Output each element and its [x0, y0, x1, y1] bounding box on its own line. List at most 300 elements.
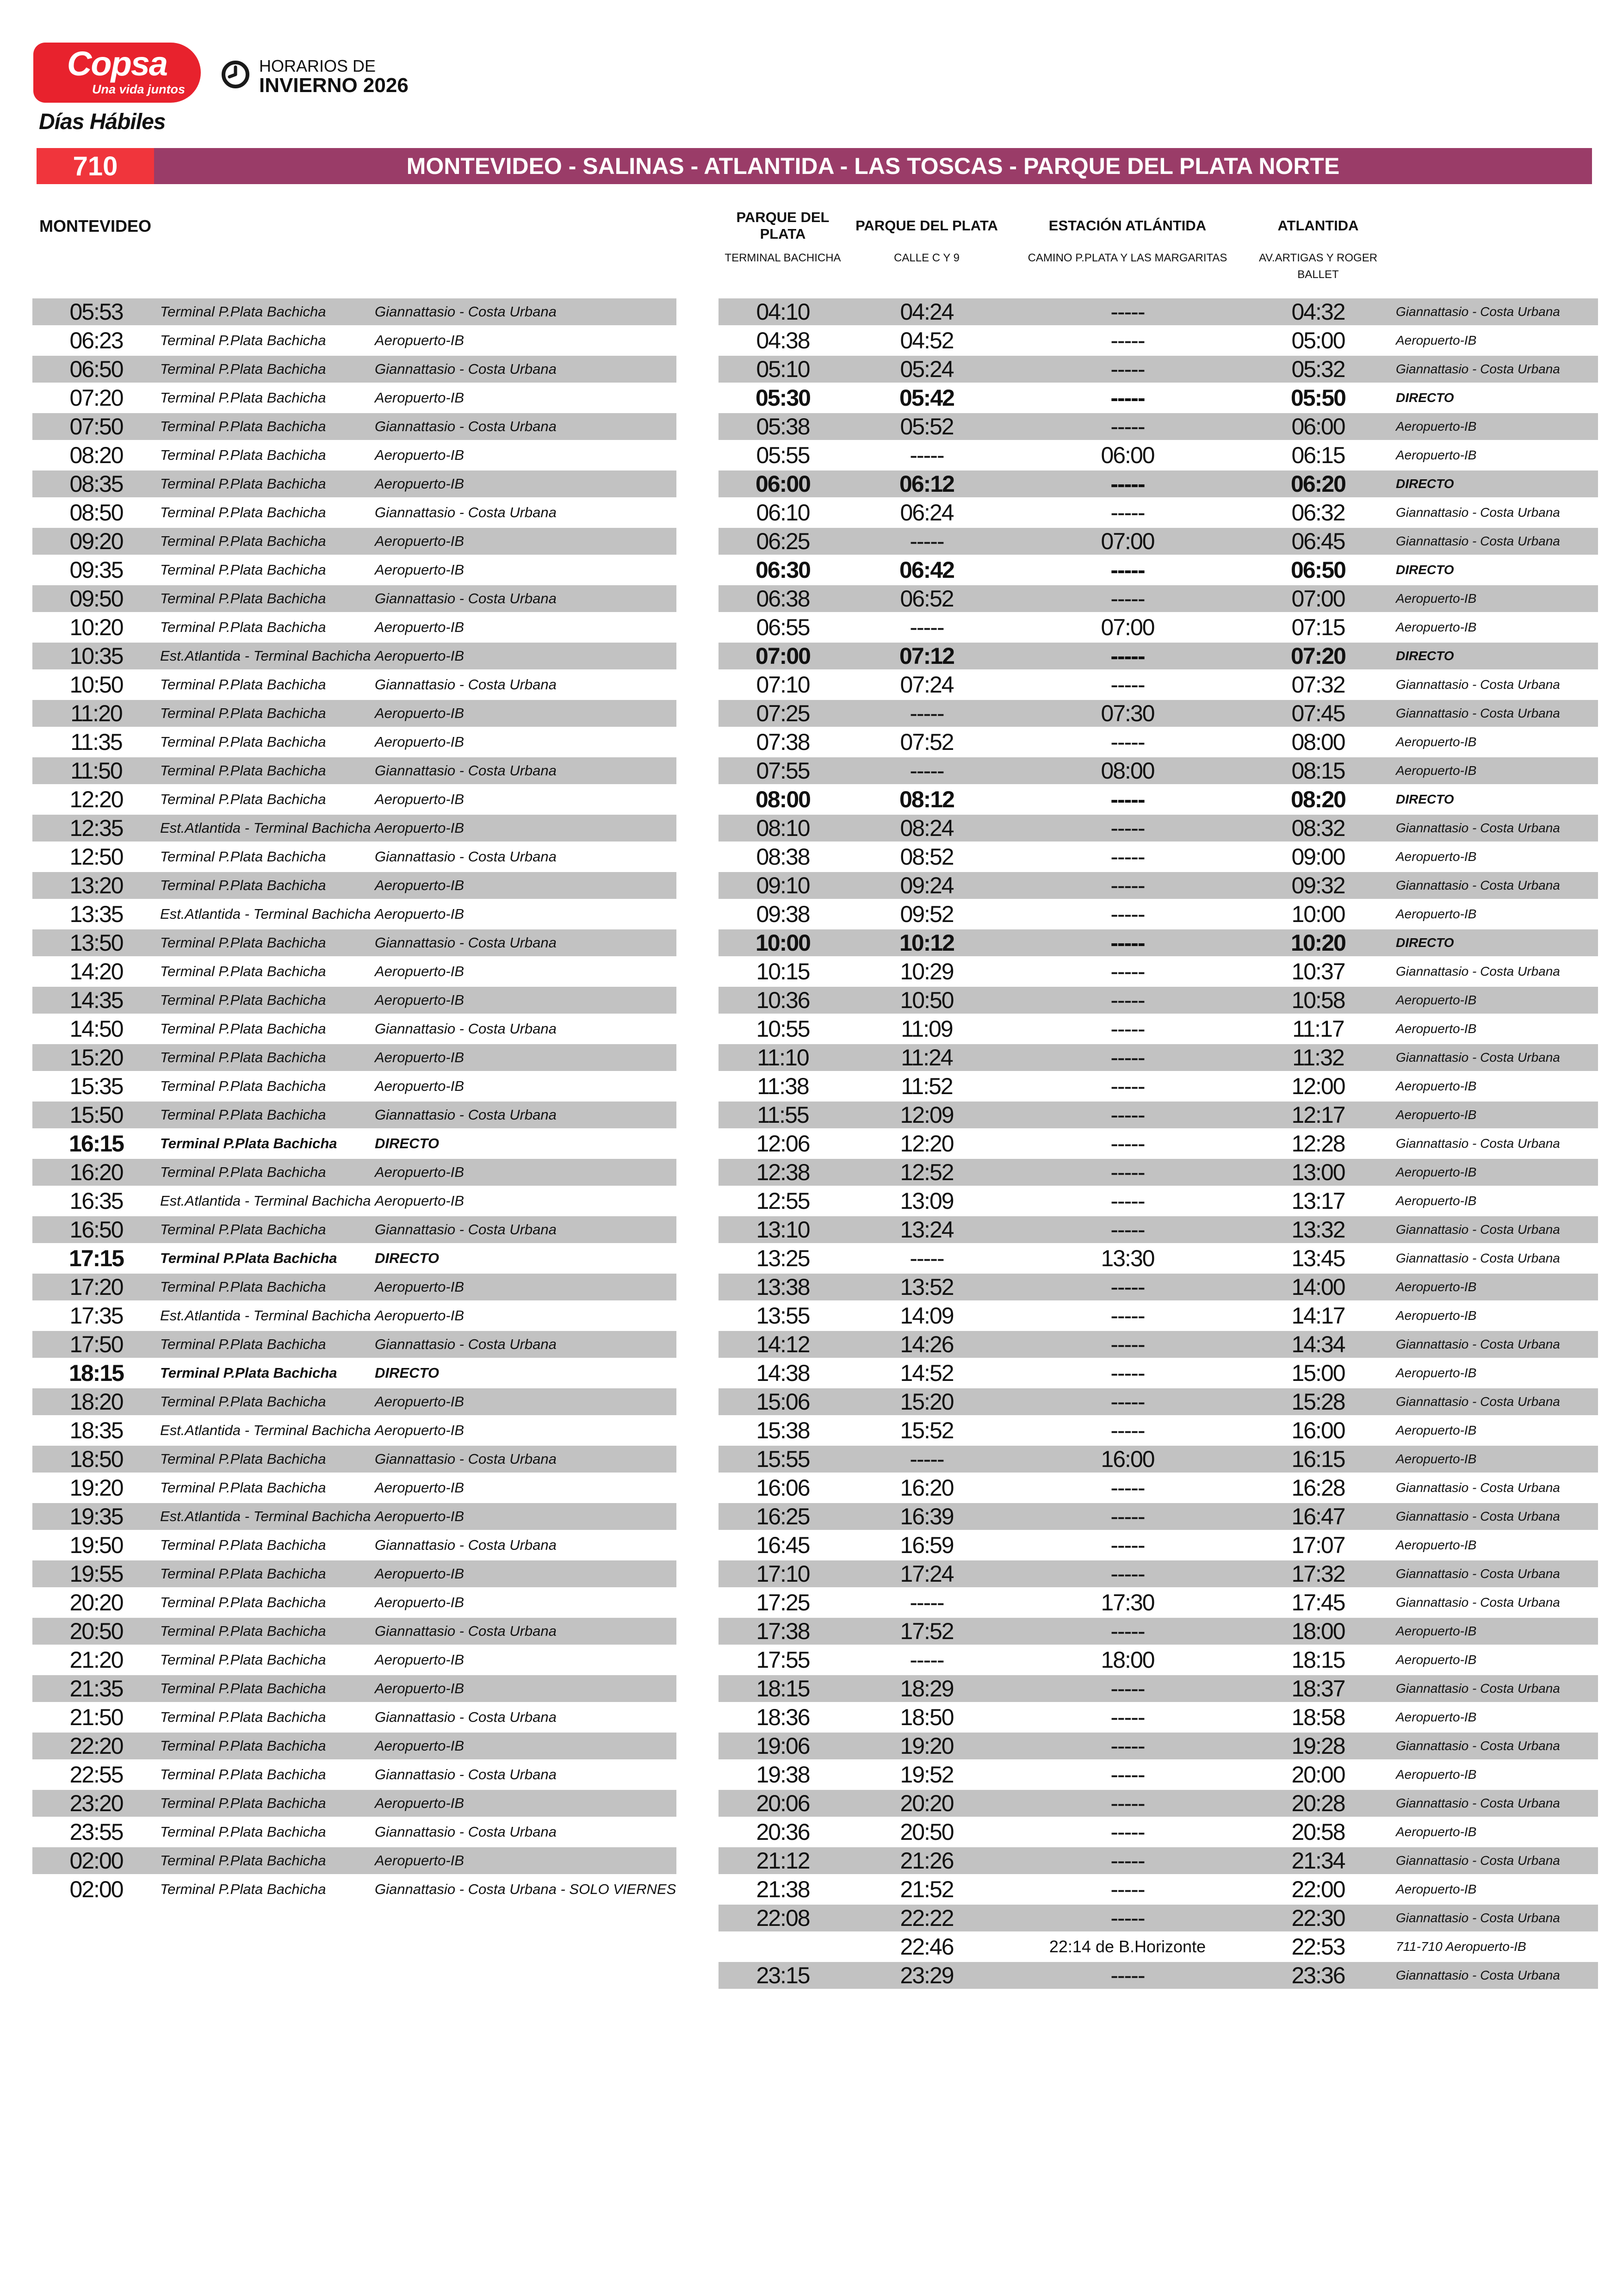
table-row	[32, 1044, 676, 1071]
table-row	[719, 843, 1598, 870]
calle-c-y-9-time: 14:26	[900, 1331, 954, 1357]
route-label: Giannattasio - Costa Urbana	[1396, 1968, 1560, 1982]
calle-c-y-9-time: -----	[910, 1245, 944, 1271]
table-row	[719, 815, 1598, 842]
route-label: Aeropuerto-IB	[1396, 1624, 1477, 1638]
origin-label: Est.Atlantida - Terminal Bachicha	[160, 1307, 371, 1324]
route-label: DIRECTO	[1396, 649, 1454, 663]
atlantida-time: 06:50	[1291, 557, 1345, 583]
departure-time: 19:20	[69, 1475, 123, 1501]
table-row	[719, 1675, 1598, 1702]
route-label: DIRECTO	[1396, 477, 1454, 491]
table-row	[32, 671, 676, 698]
table-row	[719, 327, 1598, 354]
atlantida-time: 17:45	[1291, 1590, 1345, 1615]
terminal-bachicha-time: 12:38	[756, 1159, 810, 1185]
atlantida-time: 22:53	[1291, 1934, 1345, 1960]
terminal-bachicha-time: 11:10	[757, 1045, 809, 1071]
origin-label: Terminal P.Plata Bachicha	[160, 533, 326, 549]
origin-label: Terminal P.Plata Bachicha	[160, 562, 326, 578]
table-row	[719, 298, 1598, 325]
table-row	[32, 384, 676, 411]
route-label: Aeropuerto-IB	[375, 648, 464, 664]
departure-time: 12:35	[69, 815, 123, 841]
calle-c-y-9-time: 15:52	[900, 1417, 954, 1443]
origin-label: Terminal P.Plata Bachicha	[160, 447, 326, 463]
atlantida-time: 07:45	[1291, 700, 1345, 726]
terminal-bachicha-time: 16:45	[756, 1532, 810, 1558]
terminal-bachicha-time: 13:25	[756, 1245, 810, 1271]
origin-label: Terminal P.Plata Bachicha	[160, 705, 326, 721]
calle-c-y-9-time: 10:50	[900, 987, 954, 1013]
table-row	[32, 1073, 676, 1100]
table-row	[719, 1388, 1598, 1415]
atlantida-time: 21:34	[1291, 1848, 1345, 1874]
calle-c-y-9-time: 11:24	[901, 1045, 953, 1071]
table-row	[719, 958, 1598, 985]
terminal-bachicha-time: 15:55	[756, 1446, 810, 1472]
table-row	[32, 1102, 676, 1128]
departure-time: 14:50	[69, 1016, 123, 1042]
route-label: Aeropuerto-IB	[375, 1566, 464, 1582]
route-label: Aeropuerto-IB	[1396, 1021, 1477, 1036]
departure-time: 18:20	[69, 1389, 123, 1415]
route-label: Aeropuerto-IB	[1396, 333, 1477, 347]
departure-time: 21:20	[69, 1647, 123, 1673]
route-label: Giannattasio - Costa Urbana	[375, 504, 557, 520]
terminal-bachicha-time: 14:38	[756, 1360, 810, 1386]
table-row	[719, 671, 1598, 698]
table-row	[32, 1589, 676, 1616]
departure-time: 11:35	[70, 729, 122, 755]
origin-label: Terminal P.Plata Bachicha	[160, 1594, 326, 1610]
route-label: Aeropuerto-IB	[1396, 1452, 1477, 1466]
origin-label: Terminal P.Plata Bachicha	[160, 1049, 326, 1065]
route-label: DIRECTO	[1396, 792, 1454, 806]
table-row	[32, 929, 676, 956]
estacion-atlantida-time: -----	[1110, 1045, 1145, 1071]
route-label: Aeropuerto-IB	[375, 791, 464, 807]
calle-c-y-9-time: 19:52	[900, 1762, 954, 1788]
route-label: Aeropuerto-IB	[1396, 1538, 1477, 1552]
table-row	[719, 757, 1598, 784]
atlantida-time: 06:20	[1291, 471, 1345, 497]
route-label: Giannattasio - Costa Urbana	[375, 418, 557, 434]
estacion-atlantida-time: -----	[1110, 1618, 1145, 1644]
atlantida-time: 14:34	[1291, 1331, 1345, 1357]
origin-label: Terminal P.Plata Bachicha	[160, 1279, 326, 1295]
estacion-atlantida-time: -----	[1110, 471, 1145, 497]
origin-label: Terminal P.Plata Bachicha	[160, 734, 326, 750]
column-subtitle: CAMINO P.PLATA Y LAS MARGARITAS	[1028, 252, 1227, 264]
table-row	[32, 1847, 676, 1874]
atlantida-time: 07:15	[1291, 614, 1345, 640]
terminal-bachicha-time: 07:25	[756, 700, 810, 726]
calle-c-y-9-time: 04:52	[900, 328, 954, 353]
route-label: Aeropuerto-IB	[1396, 1710, 1477, 1724]
estacion-atlantida-time: -----	[1110, 672, 1145, 698]
calle-c-y-9-time: 07:12	[899, 643, 954, 669]
terminal-bachicha-time: 17:38	[756, 1618, 810, 1644]
route-label: Giannattasio - Costa Urbana	[375, 590, 557, 606]
table-row	[32, 614, 676, 641]
route-label: Giannattasio - Costa Urbana	[1396, 1566, 1560, 1581]
origin-label: Est.Atlantida - Terminal Bachicha	[160, 1508, 371, 1524]
terminal-bachicha-time: 09:10	[756, 873, 810, 898]
calle-c-y-9-time: 09:24	[900, 873, 954, 898]
origin-label: Terminal P.Plata Bachicha	[160, 1021, 326, 1037]
atlantida-time: 09:32	[1291, 873, 1345, 898]
terminal-bachicha-time: 05:38	[756, 414, 810, 439]
departure-time: 19:35	[69, 1504, 123, 1529]
terminal-bachicha-time: 06:25	[756, 528, 810, 554]
calle-c-y-9-time: 19:20	[900, 1733, 954, 1759]
terminal-bachicha-time: 13:38	[756, 1274, 810, 1300]
route-label: Aeropuerto-IB	[375, 1078, 464, 1094]
estacion-atlantida-time: -----	[1110, 987, 1145, 1013]
route-label: Aeropuerto-IB	[375, 1508, 464, 1524]
atlantida-time: 11:32	[1292, 1045, 1344, 1071]
route-label: Giannattasio - Costa Urbana	[1396, 534, 1560, 548]
terminal-bachicha-time: 20:36	[756, 1819, 810, 1845]
route-label: Giannattasio - Costa Urbana	[375, 1766, 557, 1782]
estacion-atlantida-time: -----	[1110, 414, 1145, 439]
atlantida-time: 06:45	[1291, 528, 1345, 554]
route-label: Giannattasio - Costa Urbana	[1396, 1739, 1560, 1753]
route-label: Aeropuerto-IB	[1396, 1108, 1477, 1122]
route-label: Giannattasio - Costa Urbana	[375, 1623, 557, 1639]
clock-icon	[221, 60, 250, 89]
route-label: Giannattasio - Costa Urbana	[1396, 1595, 1560, 1609]
route-label: Giannattasio - Costa Urbana	[375, 361, 557, 377]
estacion-atlantida-time: -----	[1110, 643, 1145, 669]
terminal-bachicha-time: 07:55	[756, 758, 810, 784]
table-row	[719, 1761, 1598, 1788]
atlantida-time: 08:32	[1291, 815, 1345, 841]
estacion-atlantida-time: -----	[1110, 1303, 1145, 1329]
route-label: Giannattasio - Costa Urbana	[1396, 505, 1560, 520]
atlantida-time: 06:15	[1291, 442, 1345, 468]
table-row	[719, 1216, 1598, 1243]
route-label: Giannattasio - Costa Urbana	[375, 1537, 557, 1553]
route-label: Giannattasio - Costa Urbana	[1396, 1136, 1560, 1151]
table-row	[719, 700, 1598, 727]
atlantida-time: 15:00	[1291, 1360, 1345, 1386]
table-row	[719, 1905, 1598, 1931]
route-label: Aeropuerto-IB	[1396, 419, 1477, 433]
estacion-atlantida-time: -----	[1110, 1217, 1145, 1243]
route-label: Giannattasio - Costa Urbana	[1396, 1796, 1560, 1810]
table-row	[32, 700, 676, 727]
table-row	[32, 1388, 676, 1415]
route-label: Giannattasio - Costa Urbana	[1396, 1853, 1560, 1868]
brand-name: Copsa	[67, 44, 167, 83]
origin-label: Terminal P.Plata Bachicha	[160, 1336, 326, 1352]
terminal-bachicha-time: 16:06	[756, 1475, 810, 1501]
season-title-line2: INVIERNO 2026	[259, 74, 409, 97]
route-label: Aeropuerto-IB	[1396, 849, 1477, 864]
estacion-atlantida-time: 17:30	[1101, 1590, 1154, 1615]
route-label: Giannattasio - Costa Urbana	[1396, 706, 1560, 720]
estacion-atlantida-time: -----	[1110, 959, 1145, 984]
table-row	[719, 1733, 1598, 1759]
departure-time: 21:50	[69, 1704, 123, 1730]
table-row	[32, 1733, 676, 1759]
calle-c-y-9-time: 06:42	[899, 557, 954, 583]
departure-time: 02:00	[69, 1876, 123, 1902]
departure-time: 06:50	[69, 356, 123, 382]
terminal-bachicha-time: 06:55	[756, 614, 810, 640]
terminal-bachicha-time: 10:55	[756, 1016, 810, 1042]
estacion-atlantida-time: 18:00	[1101, 1647, 1154, 1673]
table-row	[32, 1646, 676, 1673]
atlantida-time: 18:15	[1291, 1647, 1345, 1673]
table-row	[32, 298, 676, 325]
route-label: Aeropuerto-IB	[375, 562, 464, 578]
origin-label: Terminal P.Plata Bachicha	[160, 332, 326, 348]
origin-label: Terminal P.Plata Bachicha	[160, 504, 326, 520]
departure-time: 18:50	[69, 1446, 123, 1472]
calle-c-y-9-time: -----	[910, 1647, 944, 1673]
table-row	[719, 1704, 1598, 1731]
route-label: 711-710 Aeropuerto-IB	[1396, 1939, 1526, 1954]
table-row	[32, 1675, 676, 1702]
calle-c-y-9-time: 14:52	[900, 1360, 954, 1386]
route-label: DIRECTO	[1396, 563, 1454, 577]
table-row	[32, 1618, 676, 1645]
estacion-atlantida-time: -----	[1110, 586, 1145, 612]
terminal-bachicha-time: 20:06	[756, 1790, 810, 1816]
table-row	[719, 470, 1598, 497]
table-row	[719, 643, 1598, 669]
route-label: Aeropuerto-IB	[375, 1479, 464, 1496]
route-label: Giannattasio - Costa Urbana	[375, 1221, 557, 1238]
origin-label: Terminal P.Plata Bachicha	[160, 1479, 326, 1496]
table-row	[32, 470, 676, 497]
origin-label: Est.Atlantida - Terminal Bachicha	[160, 648, 371, 664]
estacion-atlantida-time: -----	[1110, 356, 1145, 382]
table-row	[719, 1503, 1598, 1530]
table-row	[32, 1704, 676, 1731]
day-type-label: Días Hábiles	[39, 110, 166, 134]
table-row	[32, 1446, 676, 1473]
table-row	[32, 356, 676, 383]
departure-time: 08:35	[69, 471, 123, 497]
route-label: Aeropuerto-IB	[375, 1852, 464, 1869]
calle-c-y-9-time: -----	[910, 700, 944, 726]
atlantida-time: 05:32	[1291, 356, 1345, 382]
estacion-atlantida-time: -----	[1110, 901, 1145, 927]
calle-c-y-9-time: 17:24	[900, 1561, 954, 1587]
table-row	[719, 1560, 1598, 1587]
table-row	[32, 757, 676, 784]
brand-tagline: Una vida juntos	[92, 82, 185, 96]
terminal-bachicha-time: 11:38	[757, 1073, 809, 1099]
origin-label: Terminal P.Plata Bachicha	[160, 390, 326, 406]
estacion-atlantida-time: -----	[1110, 1762, 1145, 1788]
origin-label: Terminal P.Plata Bachicha	[160, 1709, 326, 1725]
terminal-bachicha-time: 17:55	[756, 1647, 810, 1673]
departure-time: 17:50	[69, 1331, 123, 1357]
table-row	[32, 1274, 676, 1300]
calle-c-y-9-time: 05:42	[899, 385, 954, 411]
origin-label: Terminal P.Plata Bachicha	[160, 1652, 326, 1668]
route-label: Giannattasio - Costa Urbana	[1396, 1222, 1560, 1237]
table-row	[719, 1532, 1598, 1559]
estacion-atlantida-time: -----	[1110, 729, 1145, 755]
route-label: Giannattasio - Costa Urbana	[1396, 878, 1560, 892]
estacion-atlantida-time: -----	[1110, 1848, 1145, 1874]
departure-time: 07:20	[69, 385, 123, 411]
route-label: Giannattasio - Costa Urbana	[1396, 1394, 1560, 1409]
atlantida-time: 08:00	[1291, 729, 1345, 755]
calle-c-y-9-time: -----	[910, 1590, 944, 1615]
estacion-atlantida-time: -----	[1110, 1819, 1145, 1845]
table-row	[32, 729, 676, 755]
table-row	[719, 1188, 1598, 1214]
table-row	[32, 1130, 676, 1157]
estacion-atlantida-time: -----	[1110, 1676, 1145, 1702]
terminal-bachicha-time: 21:38	[756, 1876, 810, 1902]
atlantida-time: 18:00	[1291, 1618, 1345, 1644]
estacion-atlantida-time: -----	[1110, 844, 1145, 870]
table-row	[32, 1159, 676, 1186]
route-label: Aeropuerto-IB	[1396, 1366, 1477, 1380]
origin-label: Terminal P.Plata Bachicha	[160, 1164, 326, 1180]
estacion-atlantida-time: -----	[1110, 1073, 1145, 1099]
estacion-atlantida-time: 08:00	[1101, 758, 1154, 784]
terminal-bachicha-time: 22:08	[756, 1905, 810, 1931]
table-row	[719, 1876, 1598, 1903]
route-label: Aeropuerto-IB	[1396, 907, 1477, 921]
calle-c-y-9-time: 06:24	[900, 500, 954, 526]
calle-c-y-9-time: -----	[910, 758, 944, 784]
departure-time: 21:35	[69, 1676, 123, 1702]
route-label: Aeropuerto-IB	[375, 1393, 464, 1410]
atlantida-time: 08:20	[1291, 786, 1345, 812]
origin-label: Est.Atlantida - Terminal Bachicha	[160, 1422, 371, 1438]
calle-c-y-9-time: 18:29	[900, 1676, 954, 1702]
estacion-atlantida-time: -----	[1110, 1876, 1145, 1902]
origin-label: Terminal P.Plata Bachicha	[160, 848, 326, 865]
atlantida-time: 06:00	[1291, 414, 1345, 439]
table-row	[719, 413, 1598, 440]
origin-label: Terminal P.Plata Bachicha	[160, 992, 326, 1008]
atlantida-time: 16:00	[1291, 1417, 1345, 1443]
table-row	[719, 614, 1598, 641]
column-title: ESTACIÓN ATLÁNTIDA	[1048, 217, 1207, 234]
terminal-bachicha-time: 15:06	[756, 1389, 810, 1415]
calle-c-y-9-time: 12:09	[900, 1102, 954, 1128]
atlantida-time: 18:37	[1291, 1676, 1345, 1702]
table-row	[32, 1503, 676, 1530]
column-subtitle: AV.ARTIGAS Y ROGER BALLET	[1258, 252, 1378, 281]
route-label: Giannattasio - Costa Urbana	[1396, 677, 1560, 692]
route-label: Aeropuerto-IB	[375, 1193, 464, 1209]
table-row	[32, 413, 676, 440]
calle-c-y-9-time: 14:09	[900, 1303, 954, 1329]
atlantida-time: 18:58	[1291, 1704, 1345, 1730]
route-label: Aeropuerto-IB	[375, 447, 464, 463]
copsa-logo	[33, 43, 201, 103]
calle-c-y-9-time: 07:24	[900, 672, 954, 698]
table-row	[719, 1331, 1598, 1358]
terminal-bachicha-time: 08:00	[756, 786, 810, 812]
calle-c-y-9-time: 21:52	[900, 1876, 954, 1902]
estacion-atlantida-time: -----	[1110, 873, 1145, 898]
table-row	[32, 987, 676, 1014]
terminal-bachicha-time: 06:30	[756, 557, 810, 583]
route-label: Giannattasio - Costa Urbana	[1396, 821, 1560, 835]
calle-c-y-9-time: 07:52	[900, 729, 954, 755]
table-row	[719, 1819, 1598, 1845]
origin-label: Terminal P.Plata Bachicha	[160, 1766, 326, 1782]
estacion-atlantida-time: -----	[1110, 1962, 1145, 1988]
route-label: Aeropuerto-IB	[375, 390, 464, 406]
atlantida-time: 14:00	[1291, 1274, 1345, 1300]
atlantida-time: 10:58	[1291, 987, 1345, 1013]
atlantida-time: 08:15	[1291, 758, 1345, 784]
table-row	[32, 585, 676, 612]
departure-time: 13:35	[69, 901, 123, 927]
origin-label: Terminal P.Plata Bachicha	[160, 1451, 326, 1467]
table-row	[32, 843, 676, 870]
estacion-atlantida-time: -----	[1110, 1532, 1145, 1558]
atlantida-time: 15:28	[1291, 1389, 1345, 1415]
atlantida-time: 10:20	[1291, 930, 1345, 956]
route-label: Aeropuerto-IB	[375, 1049, 464, 1065]
departure-time: 17:20	[69, 1274, 123, 1300]
atlantida-time: 13:45	[1291, 1245, 1345, 1271]
route-label: Aeropuerto-IB	[1396, 1882, 1477, 1896]
origin-label: Terminal P.Plata Bachicha	[160, 1881, 326, 1897]
origin-label: Terminal P.Plata Bachicha	[160, 762, 326, 779]
table-row	[32, 1015, 676, 1042]
terminal-bachicha-time: 19:06	[756, 1733, 810, 1759]
departure-time: 18:35	[69, 1417, 123, 1443]
table-row	[32, 643, 676, 669]
origin-label: Terminal P.Plata Bachicha	[160, 1221, 326, 1238]
departure-time: 17:15	[69, 1245, 124, 1271]
estacion-atlantida-time: 06:00	[1101, 442, 1154, 468]
route-label: Giannattasio - Costa Urbana	[1396, 1337, 1560, 1351]
table-row	[719, 1015, 1598, 1042]
table-row	[719, 1360, 1598, 1386]
calle-c-y-9-time: 04:24	[900, 299, 954, 325]
table-row	[719, 1618, 1598, 1645]
departure-time: 14:35	[69, 987, 123, 1013]
atlantida-time: 22:30	[1291, 1905, 1345, 1931]
table-row	[32, 1245, 676, 1272]
table-row	[719, 1790, 1598, 1817]
route-label: Aeropuerto-IB	[1396, 1194, 1477, 1208]
route-label: Aeropuerto-IB	[1396, 591, 1477, 606]
column-subtitle: TERMINAL BACHICHA	[725, 252, 841, 264]
departure-time: 13:20	[69, 873, 123, 898]
atlantida-time: 07:00	[1291, 586, 1345, 612]
calle-c-y-9-time: 13:09	[900, 1188, 954, 1214]
origin-label: Terminal P.Plata Bachicha	[160, 877, 326, 893]
departure-time: 11:50	[70, 758, 122, 784]
montevideo-departures-table	[32, 298, 676, 1905]
route-label: Aeropuerto-IB	[1396, 1079, 1477, 1093]
route-label: Aeropuerto-IB	[375, 705, 464, 721]
route-label: Aeropuerto-IB	[375, 1795, 464, 1811]
calle-c-y-9-time: 12:20	[900, 1131, 954, 1157]
atlantida-time: 06:32	[1291, 500, 1345, 526]
calle-c-y-9-time: -----	[910, 1446, 944, 1472]
table-row	[719, 1446, 1598, 1473]
